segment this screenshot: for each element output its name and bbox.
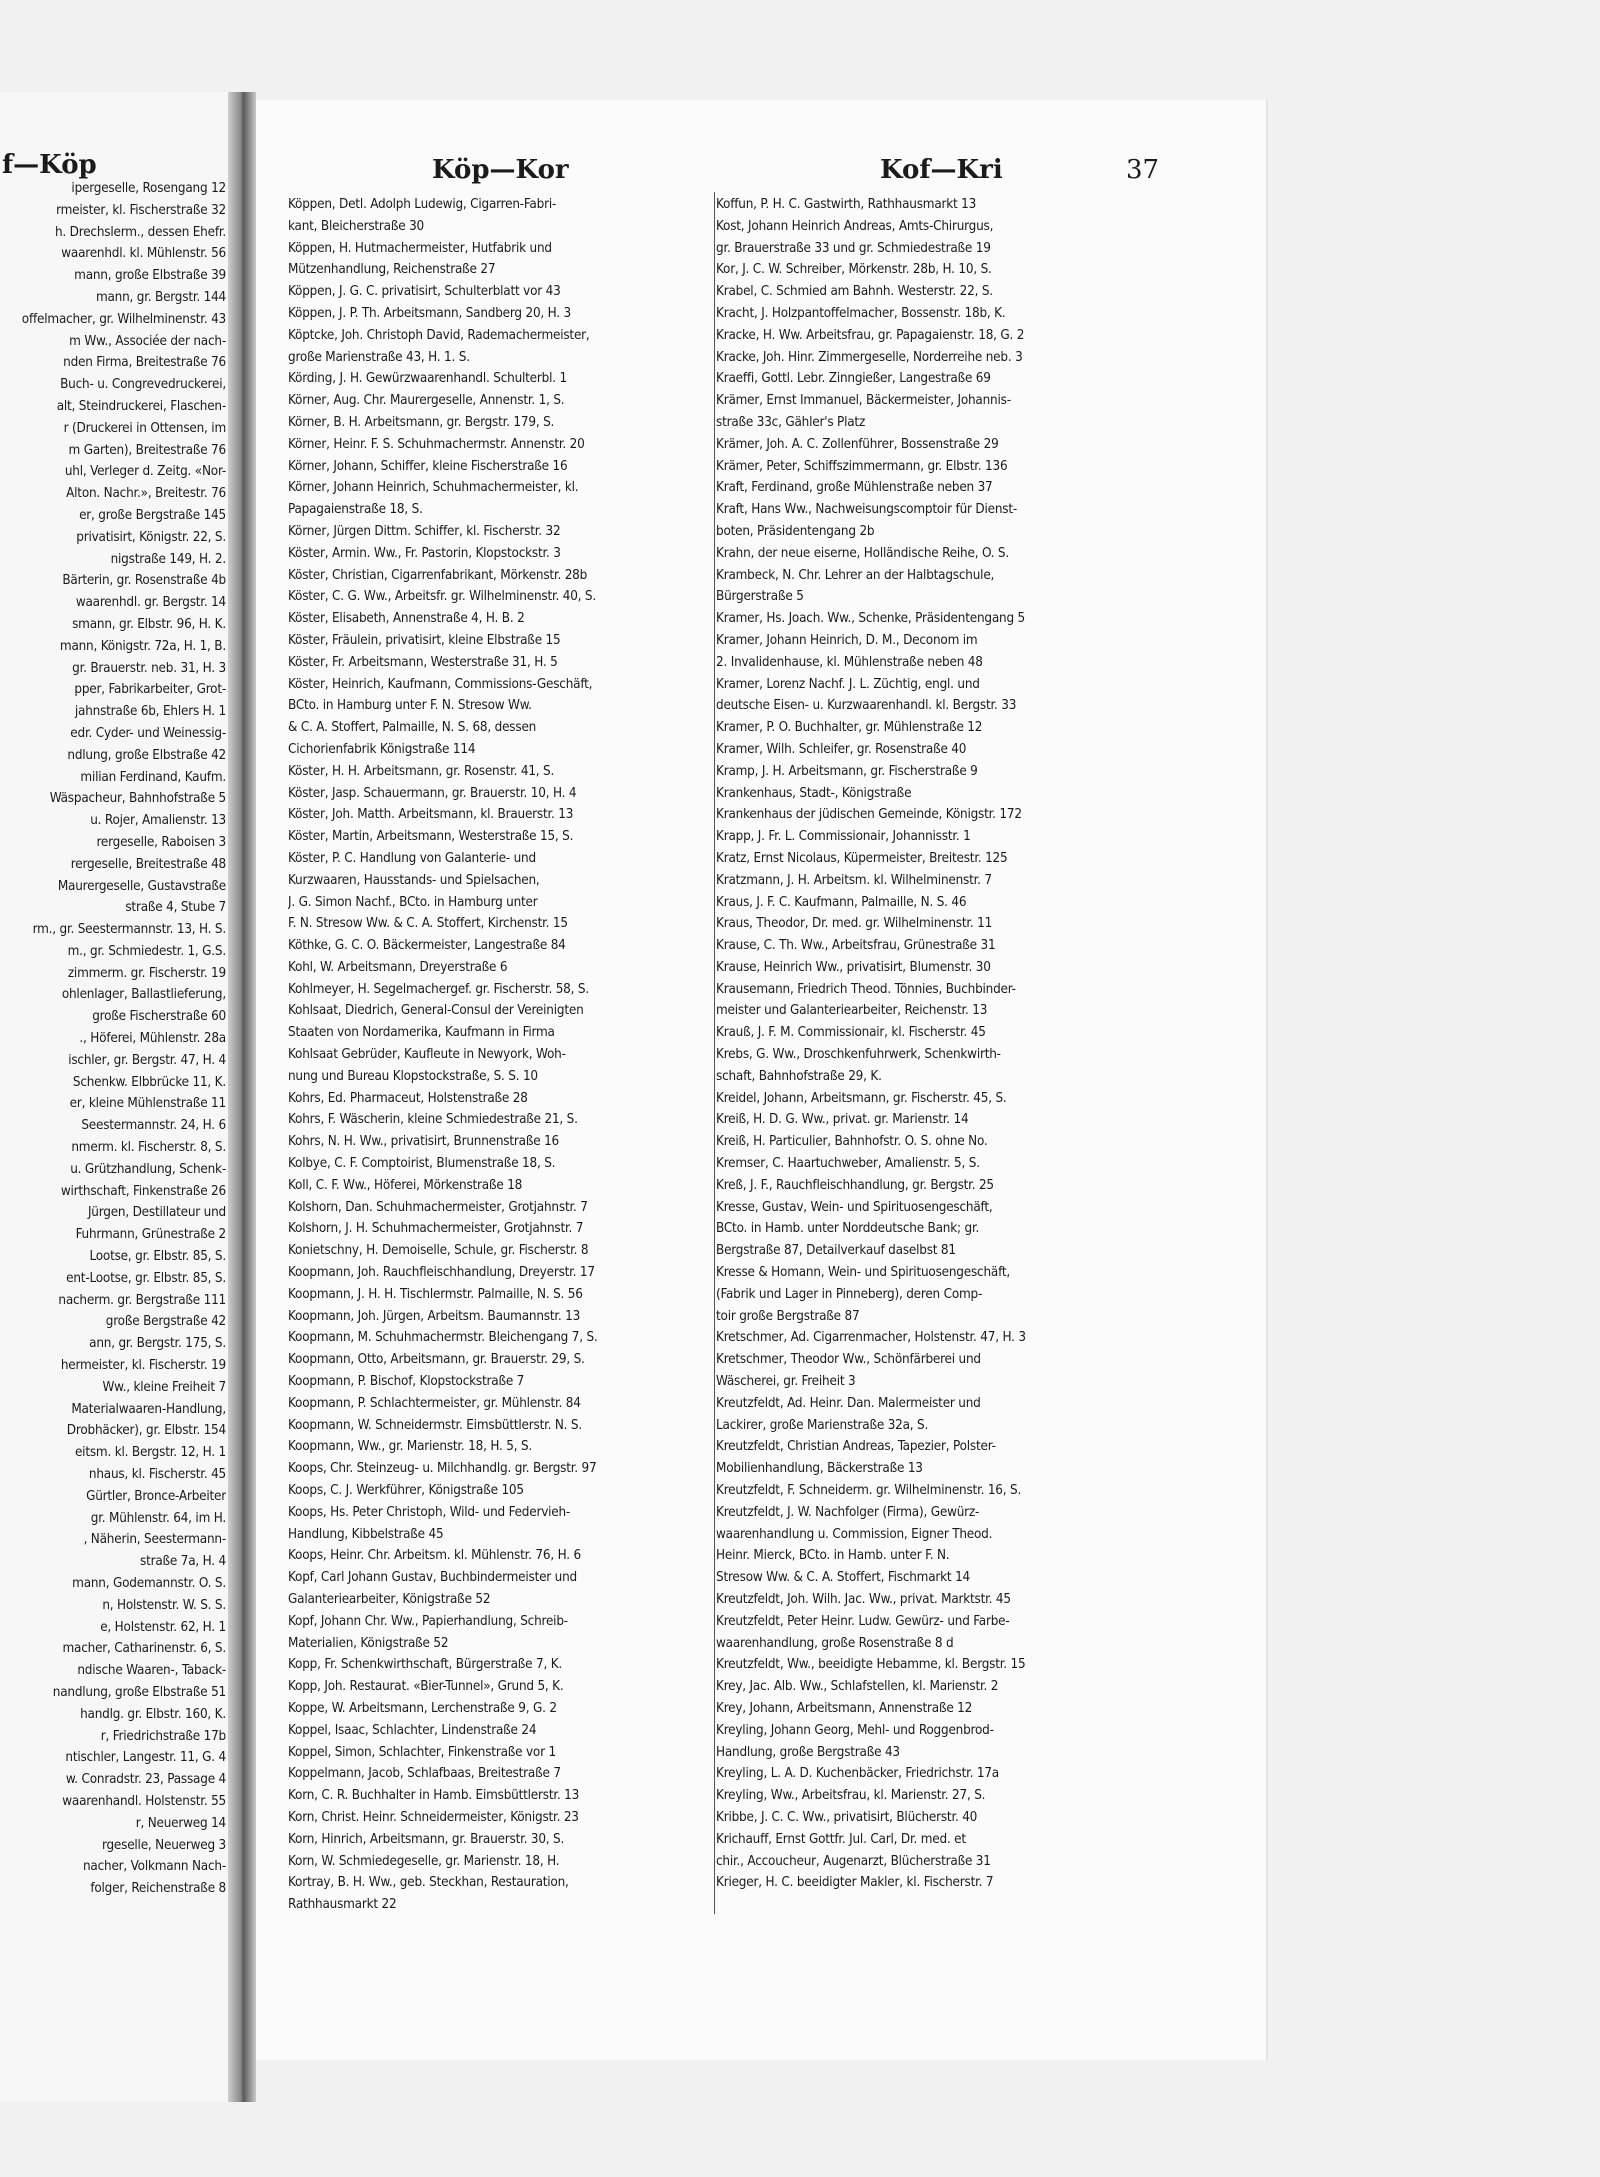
directory-entry-line: nden Firma, Breitestraße 76 xyxy=(63,355,226,371)
directory-entry-line: Rathhausmarkt 22 xyxy=(288,1897,397,1913)
directory-entry-line: Krämer, Joh. A. C. Zollenführer, Bossenstraße 29 xyxy=(716,436,999,452)
directory-entry-line: Lootse, gr. Elbstr. 85, S. xyxy=(89,1249,226,1265)
directory-entry-line: Kretschmer, Ad. Cigarrenmacher, Holstenstr. 47, H. 3 xyxy=(716,1330,1026,1346)
directory-entry-line: Kracht, J. Holzpantoffelmacher, Bossenstr. 18b, K. xyxy=(716,305,1006,321)
directory-entry-line: Kresse & Homann, Wein- und Spirituosengeschäft, xyxy=(716,1265,1011,1281)
directory-entry-line: Bergstraße 87, Detailverkauf daselbst 81 xyxy=(716,1243,956,1259)
directory-entry-line: hermeister, kl. Fischerstr. 19 xyxy=(60,1358,226,1374)
directory-entry-line: Koops, Heinr. Chr. Arbeitsm. kl. Mühlenstr. 76, H. 6 xyxy=(288,1548,581,1564)
directory-entry-line: h. Drechslerm., dessen Ehefr. xyxy=(55,224,226,240)
directory-entry-line: ohlenlager, Ballastlieferung, xyxy=(61,987,226,1003)
directory-entry-line: Krausemann, Friedrich Theod. Tönnies, Buchbinder- xyxy=(716,981,1016,997)
directory-entry-line: Kratzmann, J. H. Arbeitsm. kl. Wilhelminenstr. 7 xyxy=(716,872,992,888)
directory-entry-line: n, Holstenstr. W. S. S. xyxy=(102,1597,226,1613)
directory-entry-line: Köster, Jasp. Schauermann, gr. Brauerstr. 10, H. 4 xyxy=(288,785,577,801)
directory-entry-line: Gürtler, Bronce-Arbeiter xyxy=(86,1488,226,1504)
directory-entry-line: kant, Bleicherstraße 30 xyxy=(288,218,425,234)
directory-entry-line: mann, Königstr. 72a, H. 1, B. xyxy=(59,638,226,654)
directory-entry-line: Krahn, der neue eiserne, Holländische Reihe, O. S. xyxy=(716,545,1010,561)
directory-entry-line: Handlung, große Bergstraße 43 xyxy=(716,1744,900,1760)
directory-entry-line: privatisirt, Königstr. 22, S. xyxy=(76,529,226,545)
directory-entry-line: Seestermannstr. 24, H. 6 xyxy=(81,1118,226,1134)
directory-entry-line: Krankenhaus der jüdischen Gemeinde, Königstr. 172 xyxy=(716,807,1022,823)
directory-entry-line: Maurergeselle, Gustavstraße xyxy=(57,878,226,894)
directory-entry-line: folger, Reichenstraße 8 xyxy=(90,1881,226,1897)
directory-entry-line: Koppel, Isaac, Schlachter, Lindenstraße 24 xyxy=(288,1722,537,1738)
directory-entry-line: Krause, C. Th. Ww., Arbeitsfrau, Grünestraße 31 xyxy=(716,938,996,954)
directory-entry-line: rmeister, kl. Fischerstraße 32 xyxy=(56,202,226,218)
directory-entry-line: Körner, Johann, Schiffer, kleine Fischerstraße 16 xyxy=(288,458,568,474)
directory-entry-line: Korn, Christ. Heinr. Schneidermeister, Königstr. 23 xyxy=(288,1809,579,1825)
directory-entry-line: Körner, Aug. Chr. Maurergeselle, Annenstr. 1, S. xyxy=(288,393,565,409)
directory-entry-line: Körner, Heinr. F. S. Schuhmachermstr. Annenstr. 20 xyxy=(288,436,585,452)
directory-entry-line: Kor, J. C. W. Schreiber, Mörkenstr. 28b, H. 10, S. xyxy=(716,262,992,278)
directory-entry-line: straße 7a, H. 4 xyxy=(140,1554,226,1570)
directory-entry-line: Krey, Johann, Arbeitsmann, Annenstraße 12 xyxy=(716,1700,973,1716)
directory-entry-line: Koops, C. J. Werkführer, Königstraße 105 xyxy=(288,1483,524,1499)
directory-entry-line: mann, große Elbstraße 39 xyxy=(74,268,226,284)
book-gutter xyxy=(228,92,256,2102)
directory-entry-line: offelmacher, gr. Wilhelminenstr. 43 xyxy=(21,311,226,327)
directory-entry-line: große Fischerstraße 60 xyxy=(92,1009,226,1025)
directory-entry-line: Körner, B. H. Arbeitsmann, gr. Bergstr. 179, S. xyxy=(288,414,555,430)
directory-entry-line: deutsche Eisen- u. Kurzwaarenhandl. kl. Bergstr. 33 xyxy=(716,698,1017,714)
directory-entry-line: straße 4, Stube 7 xyxy=(125,900,226,916)
directory-entry-line: Köster, Joh. Matth. Arbeitsmann, kl. Brauerstr. 13 xyxy=(288,807,574,823)
directory-entry-line: r, Friedrichstraße 17b xyxy=(100,1728,226,1744)
directory-entry-line: Kolbye, C. F. Comptoirist, Blumenstraße 18, S. xyxy=(288,1156,556,1172)
directory-entry-line: & C. A. Stoffert, Palmaille, N. S. 68, dessen xyxy=(288,720,537,736)
directory-entry-line: Heinr. Mierck, BCto. in Hamb. unter F. N. xyxy=(716,1548,950,1564)
directory-entry-line: edr. Cyder- und Weinessig- xyxy=(70,725,226,741)
directory-entry-line: boten, Präsidentengang 2b xyxy=(716,523,875,539)
directory-entry-line: milian Ferdinand, Kaufm. xyxy=(80,769,226,785)
directory-entry-line: Koll, C. F. Ww., Höferei, Mörkenstraße 18 xyxy=(288,1177,523,1193)
directory-entry-line: rergeselle, Raboisen 3 xyxy=(96,834,226,850)
directory-entry-line: eitsm. kl. Bergstr. 12, H. 1 xyxy=(74,1445,226,1461)
directory-entry-line: alt, Steindruckerei, Flaschen- xyxy=(56,398,226,414)
directory-entry-line: Materialwaaren-Handlung, xyxy=(71,1401,226,1417)
directory-entry-line: Kortray, B. H. Ww., geb. Steckhan, Restauration, xyxy=(288,1875,569,1891)
directory-entry-line: ipergeselle, Rosengang 12 xyxy=(71,181,226,196)
directory-entry-line: Köster, Heinrich, Kaufmann, Commissions-Geschäft, xyxy=(288,676,593,692)
directory-entry-line: Köppen, H. Hutmachermeister, Hutfabrik und xyxy=(288,240,552,256)
directory-entry-line: Kracke, Joh. Hinr. Zimmergeselle, Norderreihe neb. 3 xyxy=(716,349,1023,365)
left-page-header: f—Köp xyxy=(2,150,97,180)
directory-entry-line: Krieger, H. C. beeidigter Makler, kl. Fischerstr. 7 xyxy=(716,1875,994,1891)
directory-entry-line: Koopmann, P. Schlachtermeister, gr. Mühlenstr. 84 xyxy=(288,1395,581,1411)
directory-entry-line: Kreutzfeldt, Christian Andreas, Tapezier, Polster- xyxy=(716,1439,996,1455)
directory-entry-line: Staaten von Nordamerika, Kaufmann in Firma xyxy=(288,1025,555,1041)
directory-entry-line: Kohrs, F. Wäscherin, kleine Schmiedestraße 21, S. xyxy=(288,1112,578,1128)
directory-entry-line: Kreutzfeldt, F. Schneiderm. gr. Wilhelminenstr. 16, S. xyxy=(716,1483,1022,1499)
directory-entry-line: waarenhdl. kl. Mühlenstr. 56 xyxy=(61,246,226,262)
directory-entry-line: Cichorienfabrik Königstraße 114 xyxy=(288,741,476,757)
directory-entry-line: wirthschaft, Finkenstraße 26 xyxy=(60,1183,226,1199)
directory-entry-line: gr. Brauerstraße 33 und gr. Schmiedestraße 19 xyxy=(716,240,991,256)
directory-entry-line: Köppen, Detl. Adolph Ludewig, Cigarren-Fabri- xyxy=(288,197,557,212)
directory-entry-line: Kresse, Gustav, Wein- und Spirituosengeschäft, xyxy=(716,1199,993,1215)
directory-entry-line: Kopp, Joh. Restaurat. «Bier-Tunnel», Grund 5, K. xyxy=(288,1679,564,1695)
directory-entry-line: Koopmann, M. Schuhmachermstr. Bleichengang 7, S. xyxy=(288,1330,598,1346)
directory-entry-line: Kolshorn, J. H. Schuhmachermeister, Grotjahnstr. 7 xyxy=(288,1221,584,1237)
directory-entry-line: zimmerm. gr. Fischerstr. 19 xyxy=(67,965,226,981)
directory-entry-line: Lackirer, große Marienstraße 32a, S. xyxy=(716,1417,929,1433)
directory-entry-line: Kreutzfeldt, Peter Heinr. Ludw. Gewürz- und Farbe- xyxy=(716,1613,1010,1629)
directory-entry-line: Schenkw. Elbbrücke 11, K. xyxy=(72,1074,226,1090)
directory-entry-line: Galanteriearbeiter, Königstraße 52 xyxy=(288,1592,491,1607)
directory-entry-line: Korn, Hinrich, Arbeitsmann, gr. Brauerstr. 30, S. xyxy=(288,1831,565,1847)
directory-entry-line: Kracke, H. Ww. Arbeitsfrau, gr. Papagaienstr. 18, G. 2 xyxy=(716,327,1025,343)
directory-entry-line: m Garten), Breitestraße 76 xyxy=(68,442,226,458)
directory-entry-line: Koppe, W. Arbeitsmann, Lerchenstraße 9, G. 2 xyxy=(288,1700,557,1716)
directory-entry-line: Handlung, Kibbelstraße 45 xyxy=(288,1526,444,1542)
directory-entry-line: Koops, Chr. Steinzeug- u. Milchhandlg. gr. Bergstr. 97 xyxy=(288,1461,597,1477)
directory-entry-line: Koopmann, Joh. Jürgen, Arbeitsm. Baumannstr. 13 xyxy=(288,1308,581,1324)
directory-entry-line: Koopmann, Ww., gr. Marienstr. 18, H. 5, S. xyxy=(288,1439,533,1455)
directory-entry-line: Kratz, Ernst Nicolaus, Küpermeister, Breitestr. 125 xyxy=(716,850,1008,866)
directory-entry-line: Koffun, P. H. C. Gastwirth, Rathhausmarkt 13 xyxy=(716,197,977,212)
directory-entry-line: Kreyling, Ww., Arbeitsfrau, kl. Marienstr. 27, S. xyxy=(716,1788,986,1804)
directory-entry-line: Krankenhaus, Stadt-, Königstraße xyxy=(716,785,912,801)
directory-entry-line: Koopmann, J. H. H. Tischlermstr. Palmaille, N. S. 56 xyxy=(288,1286,583,1302)
directory-entry-line: Köster, Armin. Ww., Fr. Pastorin, Klopstockstr. 3 xyxy=(288,545,561,561)
directory-entry-line: r (Druckerei in Ottensen, im xyxy=(63,420,226,436)
directory-entry-line: Kraft, Ferdinand, große Mühlenstraße neben 37 xyxy=(716,480,993,496)
directory-entry-line: Köster, Fr. Arbeitsmann, Westerstraße 31, H. 5 xyxy=(288,654,558,670)
directory-entry-line: rgeselle, Neuerweg 3 xyxy=(101,1837,226,1853)
page-header-left: Köp—Kor xyxy=(432,155,569,185)
directory-entry-line: Kopf, Carl Johann Gustav, Buchbindermeister und xyxy=(288,1570,578,1586)
directory-entry-line: nandlung, große Elbstraße 51 xyxy=(52,1684,226,1700)
directory-entry-line: Kribbe, J. C. C. Ww., privatisirt, Blücherstr. 40 xyxy=(716,1809,978,1825)
directory-entry-line: Krauß, J. F. M. Commissionair, kl. Fischerstr. 45 xyxy=(716,1025,986,1041)
directory-entry-line: ent-Lootse, gr. Elbstr. 85, S. xyxy=(66,1270,226,1286)
directory-entry-line: Köster, Elisabeth, Annenstraße 4, H. B. 2 xyxy=(288,611,525,627)
directory-entry-line: nigstraße 149, H. 2. xyxy=(110,551,226,567)
directory-entry-line: Köster, Fräulein, privatisirt, kleine Elbstraße 15 xyxy=(288,632,561,648)
directory-entry-line: Kramer, Johann Heinrich, D. M., Deconom im xyxy=(716,632,978,648)
directory-entry-line: Körner, Johann Heinrich, Schuhmachermeister, kl. xyxy=(288,480,579,496)
directory-entry-line: Krichauff, Ernst Gottfr. Jul. Carl, Dr. med. et xyxy=(716,1831,966,1847)
directory-entry-line: Kreutzfeldt, J. W. Nachfolger (Firma), Gewürz- xyxy=(716,1504,980,1520)
directory-entry-line: Koopmann, Joh. Rauchfleischhandlung, Dreyerstr. 17 xyxy=(288,1265,595,1281)
directory-entry-line: gr. Mühlenstr. 64, im H. xyxy=(90,1510,226,1526)
directory-entry-line: Köster, Martin, Arbeitsmann, Westerstraße 15, S. xyxy=(288,829,574,845)
directory-entry-line: Koppel, Simon, Schlachter, Finkenstraße vor 1 xyxy=(288,1744,556,1760)
directory-entry-line: er, große Bergstraße 145 xyxy=(79,507,226,523)
page-number: 37 xyxy=(1126,155,1160,185)
directory-entry-line: Krapp, J. Fr. L. Commissionair, Johannisstr. 1 xyxy=(716,829,971,845)
directory-entry-line: , Näherin, Seestermann- xyxy=(83,1532,226,1548)
directory-entry-line: Kramer, Lorenz Nachf. J. L. Züchtig, engl. und xyxy=(716,676,980,692)
directory-entry-line: Kramer, Wilh. Schleifer, gr. Rosenstraße 40 xyxy=(716,741,967,757)
directory-entry-line: mann, Godemannstr. O. S. xyxy=(72,1576,226,1591)
directory-entry-line: Kreutzfeldt, Joh. Wilh. Jac. Ww., privat. Marktstr. 45 xyxy=(716,1592,1011,1607)
directory-entry-line: smann, gr. Elbstr. 96, H. K. xyxy=(72,616,226,632)
directory-entry-line: ndlung, große Elbstraße 42 xyxy=(67,747,226,763)
directory-entry-line: rm., gr. Seestermannstr. 13, H. S. xyxy=(32,922,226,938)
directory-entry-line: Buch- u. Congrevedruckerei, xyxy=(60,377,226,393)
directory-entry-line: Kreiß, H. Particulier, Bahnhofstr. O. S. ohne No. xyxy=(716,1134,988,1150)
directory-entry-line: er, kleine Mühlenstraße 11 xyxy=(69,1096,226,1112)
directory-entry-line: meister und Galanteriearbeiter, Reichenstr. 13 xyxy=(716,1003,988,1019)
directory-entry-line: BCto. in Hamburg unter F. N. Stresow Ww. xyxy=(288,698,532,714)
directory-entry-line: Bärterin, gr. Rosenstraße 4b xyxy=(62,573,226,589)
directory-entry-line: Kohlmeyer, H. Segelmachergef. gr. Fischerstr. 58, S. xyxy=(288,981,589,997)
directory-entry-line: ann, gr. Bergstr. 175, S. xyxy=(89,1336,226,1352)
directory-entry-line: waarenhandlung u. Commission, Eigner Theod. xyxy=(716,1526,993,1542)
directory-entry-line: Krause, Heinrich Ww., privatisirt, Blumenstr. 30 xyxy=(716,959,991,975)
directory-entry-line: Bürgerstraße 5 xyxy=(716,589,804,605)
directory-entry-line: Körding, J. H. Gewürzwaarenhandl. Schulterbl. 1 xyxy=(288,371,567,387)
directory-entry-line: Koopmann, P. Bischof, Klopstockstraße 7 xyxy=(288,1374,525,1390)
directory-entry-line: Kohlsaat, Diedrich, General-Consul der Vereinigten xyxy=(288,1003,584,1019)
directory-entry-line: große Bergstraße 42 xyxy=(105,1314,226,1330)
directory-entry-line: BCto. in Hamb. unter Norddeutsche Bank; gr. xyxy=(716,1221,980,1237)
directory-entry-line: Alton. Nachr.», Breitestr. 76 xyxy=(66,486,226,502)
directory-entry-line: ntischler, Langestr. 11, G. 4 xyxy=(65,1750,226,1766)
directory-entry-line: r, Neuerweg 14 xyxy=(135,1815,226,1831)
directory-entry-line: Köptcke, Joh. Christoph David, Rademachermeister, xyxy=(288,327,590,343)
directory-entry-line: e, Holstenstr. 62, H. 1 xyxy=(100,1619,226,1635)
directory-entry-line: Kremser, C. Haartuchweber, Amalienstr. 5, S. xyxy=(716,1156,980,1172)
directory-entry-line: toir große Bergstraße 87 xyxy=(716,1308,860,1324)
directory-entry-line: Mobilienhandlung, Bäckerstraße 13 xyxy=(716,1461,923,1477)
directory-entry-line: Kohrs, Ed. Pharmaceut, Holstenstraße 28 xyxy=(288,1090,528,1106)
directory-entry-line: Drobhäcker), gr. Elbstr. 154 xyxy=(66,1423,226,1439)
directory-entry-line: Kreyling, L. A. D. Kuchenbäcker, Friedrichstr. 17a xyxy=(716,1766,999,1782)
directory-entry-line: Köster, H. H. Arbeitsmann, gr. Rosenstr. 41, S. xyxy=(288,763,555,779)
directory-entry-line: 2. Invalidenhause, kl. Mühlenstraße neben 48 xyxy=(716,654,983,670)
directory-entry-line: handlg. gr. Elbstr. 160, K. xyxy=(80,1706,226,1722)
directory-entry-line: Kraeffi, Gottl. Lebr. Zinngießer, Langestraße 69 xyxy=(716,371,991,387)
directory-entry-line: jahnstraße 6b, Ehlers H. 1 xyxy=(74,704,226,720)
directory-entry-line: waarenhandl. Holstenstr. 55 xyxy=(62,1793,226,1809)
directory-entry-line: Korn, C. R. Buchhalter in Hamb. Eimsbüttlerstr. 13 xyxy=(288,1788,580,1804)
directory-entry-line: w. Conradstr. 23, Passage 4 xyxy=(65,1772,226,1788)
directory-column-1 xyxy=(288,194,712,1916)
directory-entry-line: F. N. Stresow Ww. & C. A. Stoffert, Kirchenstr. 15 xyxy=(288,916,568,932)
directory-entry-line: Kraus, Theodor, Dr. med. gr. Wilhelminenstr. 11 xyxy=(716,916,993,932)
directory-entry-line: Kretschmer, Theodor Ww., Schönfärberei und xyxy=(716,1352,981,1368)
left-page-column xyxy=(0,178,226,1900)
directory-entry-line: ischler, gr. Bergstr. 47, H. 4 xyxy=(68,1052,226,1068)
directory-entry-line: Kramp, J. H. Arbeitsmann, gr. Fischerstraße 9 xyxy=(716,763,978,779)
directory-entry-line: Korn, W. Schmiedegeselle, gr. Marienstr. 18, H. xyxy=(288,1853,560,1869)
directory-entry-line: Papagaienstraße 18, S. xyxy=(288,502,423,518)
directory-entry-line: Koppelmann, Jacob, Schlafbaas, Breitestraße 7 xyxy=(288,1766,561,1782)
directory-entry-line: Kohrs, N. H. Ww., privatisirt, Brunnenstraße 16 xyxy=(288,1134,559,1150)
directory-entry-line: Wäscherei, gr. Freiheit 3 xyxy=(716,1374,856,1390)
column-divider xyxy=(714,192,715,1914)
directory-entry-line: waarenhdl. gr. Bergstr. 14 xyxy=(75,595,226,611)
directory-entry-line: Krabel, C. Schmied am Bahnh. Westerstr. 22, S. xyxy=(716,284,993,300)
directory-entry-line: Kreyling, Johann Georg, Mehl- und Roggenbrod- xyxy=(716,1722,994,1738)
directory-entry-line: schaft, Bahnhofstraße 29, K. xyxy=(716,1068,882,1084)
directory-entry-line: Koopmann, W. Schneidermstr. Eimsbüttlerstr. N. S. xyxy=(288,1417,582,1433)
directory-entry-line: Kraft, Hans Ww., Nachweisungscomptoir für Dienst- xyxy=(716,502,1018,518)
directory-entry-line: nacherm. gr. Bergstraße 111 xyxy=(58,1292,226,1308)
directory-entry-line: J. G. Simon Nachf., BCto. in Hamburg unter xyxy=(288,894,538,910)
directory-entry-line: Koopmann, Otto, Arbeitsmann, gr. Brauerstr. 29, S. xyxy=(288,1352,585,1368)
directory-entry-line: Krambeck, N. Chr. Lehrer an der Halbtagschule, xyxy=(716,567,995,583)
directory-entry-line: Kohl, W. Arbeitsmann, Dreyerstraße 6 xyxy=(288,959,508,975)
directory-entry-line: nacher, Volkmann Nach- xyxy=(82,1859,226,1875)
directory-entry-line: m., gr. Schmiedestr. 1, G.S. xyxy=(67,943,226,959)
directory-entry-line: Ww., kleine Freiheit 7 xyxy=(102,1379,226,1395)
directory-entry-line: Koops, Hs. Peter Christoph, Wild- und Federvieh- xyxy=(288,1504,571,1520)
directory-entry-line: Kolshorn, Dan. Schuhmachermeister, Grotjahnstr. 7 xyxy=(288,1199,588,1215)
directory-entry-line: u. Grützhandlung, Schenk- xyxy=(70,1161,226,1177)
directory-entry-line: Jürgen, Destillateur und xyxy=(87,1205,226,1221)
directory-entry-line: Kreidel, Johann, Arbeitsmann, gr. Fischerstr. 45, S. xyxy=(716,1090,1007,1106)
directory-entry-line: uhl, Verleger d. Zeitg. «Nor- xyxy=(64,464,226,480)
directory-entry-line: große Marienstraße 43, H. 1. S. xyxy=(288,349,470,365)
directory-entry-line: Kreß, J. F., Rauchfleischhandlung, gr. Bergstr. 25 xyxy=(716,1177,994,1193)
directory-entry-line: Köthke, G. C. O. Bäckermeister, Langestraße 84 xyxy=(288,938,566,954)
directory-entry-line: Köster, C. G. Ww., Arbeitsfr. gr. Wilhelminenstr. 40, S. xyxy=(288,589,597,605)
directory-entry-line: rergeselle, Breitestraße 48 xyxy=(70,856,226,872)
directory-entry-line: gr. Brauerstr. neb. 31, H. 3 xyxy=(72,660,226,676)
directory-entry-line: Fuhrmann, Grünestraße 2 xyxy=(75,1227,226,1243)
directory-entry-line: pper, Fabrikarbeiter, Grot- xyxy=(74,682,226,698)
directory-entry-line: waarenhandlung, große Rosenstraße 8 d xyxy=(716,1635,954,1651)
page-header-right: Kof—Kri xyxy=(880,155,1003,185)
directory-entry-line: mann, gr. Bergstr. 144 xyxy=(95,289,226,305)
directory-entry-line: u. Rojer, Amalienstr. 13 xyxy=(90,813,226,829)
directory-column-2 xyxy=(716,194,1148,1894)
directory-entry-line: Kost, Johann Heinrich Andreas, Amts-Chirurgus, xyxy=(716,218,994,234)
directory-entry-line: ., Höferei, Mühlenstr. 28a xyxy=(79,1031,226,1047)
directory-entry-line: Kramer, Hs. Joach. Ww., Schenke, Präsidentengang 5 xyxy=(716,611,1025,627)
directory-entry-line: macher, Catharinenstr. 6, S. xyxy=(62,1641,226,1657)
directory-entry-line: Kreutzfeldt, Ww., beeidigte Hebamme, kl. Bergstr. 15 xyxy=(716,1657,1026,1673)
directory-entry-line: m Ww., Associée der nach- xyxy=(69,333,226,349)
directory-entry-line: Krämer, Ernst Immanuel, Bäckermeister, Johannis- xyxy=(716,393,1011,409)
directory-entry-line: straße 33c, Gähler's Platz xyxy=(716,414,866,430)
directory-entry-line: Krebs, G. Ww., Droschkenfuhrwerk, Schenkwirth- xyxy=(716,1047,1001,1063)
directory-entry-line: Kopf, Johann Chr. Ww., Papierhandlung, Schreib- xyxy=(288,1613,568,1629)
directory-entry-line: chir., Accoucheur, Augenarzt, Blücherstraße 31 xyxy=(716,1853,991,1869)
directory-entry-line: Krey, Jac. Alb. Ww., Schlafstellen, kl. Marienstr. 2 xyxy=(716,1679,999,1695)
directory-entry-line: Kreiß, H. D. G. Ww., privat. gr. Marienstr. 14 xyxy=(716,1112,969,1128)
directory-entry-line: Mützenhandlung, Reichenstraße 27 xyxy=(288,262,496,278)
directory-entry-line: Köster, Christian, Cigarrenfabrikant, Mörkenstr. 28b xyxy=(288,567,588,583)
directory-entry-line: ndische Waaren-, Taback- xyxy=(77,1663,226,1679)
directory-entry-line: Krämer, Peter, Schiffszimmermann, gr. Elbstr. 136 xyxy=(716,458,1008,474)
directory-entry-line: Körner, Jürgen Dittm. Schiffer, kl. Fischerstr. 32 xyxy=(288,523,561,539)
directory-entry-line: Kreutzfeldt, Ad. Heinr. Dan. Malermeister und xyxy=(716,1395,981,1411)
directory-entry-line: Kurzwaaren, Hausstands- und Spielsachen, xyxy=(288,872,540,888)
directory-entry-line: Wäspacheur, Bahnhofstraße 5 xyxy=(49,791,226,807)
directory-entry-line: Kopp, Fr. Schenkwirthschaft, Bürgerstraße 7, K. xyxy=(288,1657,563,1673)
directory-entry-line: Kohlsaat Gebrüder, Kaufleute in Newyork, Woh- xyxy=(288,1047,566,1063)
directory-entry-line: Kraus, J. F. C. Kaufmann, Palmaille, N. S. 46 xyxy=(716,894,967,910)
directory-entry-line: (Fabrik und Lager in Pinneberg), deren Comp- xyxy=(716,1286,983,1302)
directory-entry-line: nung und Bureau Klopstockstraße, S. S. 10 xyxy=(288,1068,538,1084)
directory-entry-line: Kramer, P. O. Buchhalter, gr. Mühlenstraße 12 xyxy=(716,720,983,736)
directory-entry-line: nmerm. kl. Fischerstr. 8, S. xyxy=(71,1140,226,1156)
directory-entry-line: Köppen, J. G. C. privatisirt, Schulterblatt vor 43 xyxy=(288,284,561,300)
directory-entry-line: nhaus, kl. Fischerstr. 45 xyxy=(88,1467,226,1483)
directory-entry-line: Köppen, J. P. Th. Arbeitsmann, Sandberg 20, H. 3 xyxy=(288,305,571,321)
directory-entry-line: Konietschny, H. Demoiselle, Schule, gr. Fischerstr. 8 xyxy=(288,1243,589,1259)
directory-entry-line: Stresow Ww. & C. A. Stoffert, Fischmarkt 14 xyxy=(716,1570,970,1586)
directory-entry-line: Materialien, Königstraße 52 xyxy=(288,1635,449,1651)
directory-entry-line: Köster, P. C. Handlung von Galanterie- und xyxy=(288,850,536,866)
